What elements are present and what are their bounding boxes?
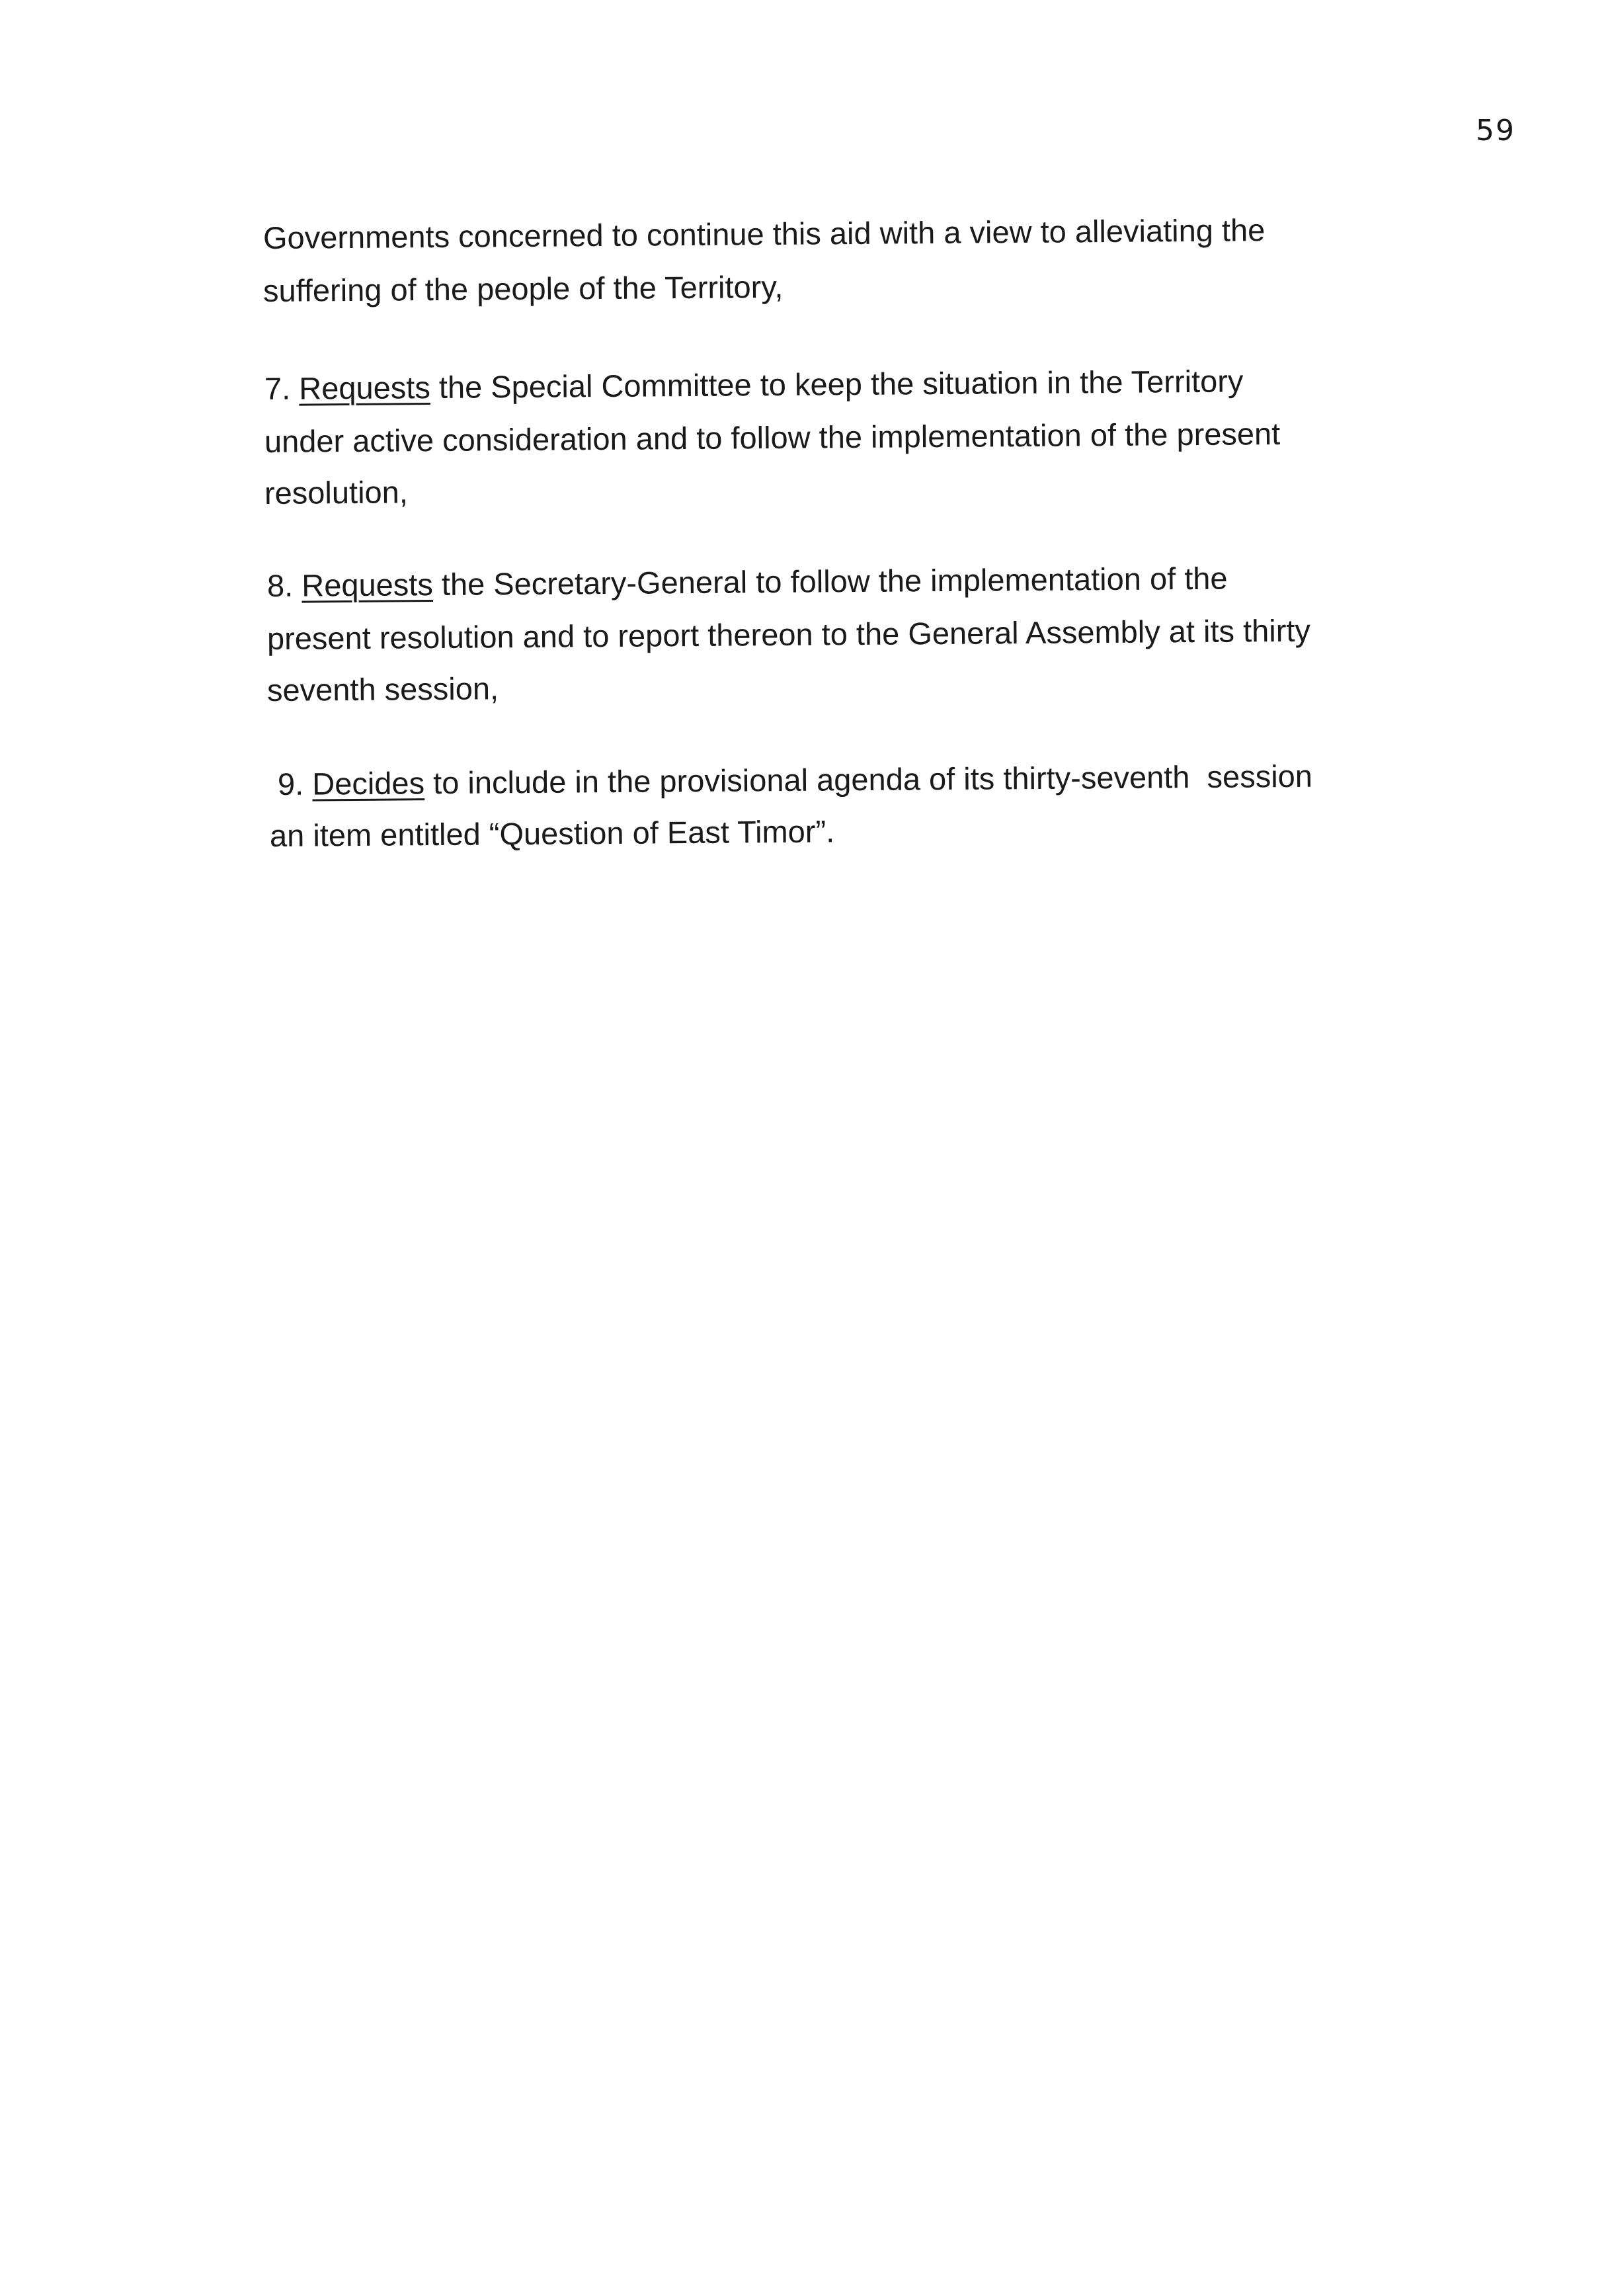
paragraph-line: resolution, [264,474,409,511]
operative-keyword: Requests [302,567,434,603]
paragraph-number: 7. [264,370,291,406]
paragraph-text: to include in the provisional agenda of its thirty-seventh session [432,758,1313,801]
paragraph-number: 8. [266,567,294,603]
paragraph-line: an item entitled “Question of East Timor”. [269,813,835,853]
paragraph-line: present resolution and to report thereon to the General Assembly at its thirty [266,612,1311,656]
paragraph-line [264,362,1244,407]
paragraph-line [278,758,1312,802]
operative-keyword: Decides [312,765,425,801]
paragraph-line: under active consideration and to follow the implementation of the present [264,415,1281,459]
paragraph-line [267,560,1228,604]
page-number: 59 [1476,114,1515,147]
operative-keyword: Requests [299,370,431,406]
paragraph-text: the Special Committee to keep the situation in the Territory [438,363,1244,405]
paragraph-line: suffering of the people of the Territory, [262,268,784,308]
paragraph-number: 9. [277,766,304,801]
paragraph-line: Governments concerned to continue this aid with a view to alleviating the [262,212,1266,255]
paragraph-text: the Secretary-General to follow the implementation of the [441,560,1228,602]
paragraph-line: seventh session, [266,671,499,708]
